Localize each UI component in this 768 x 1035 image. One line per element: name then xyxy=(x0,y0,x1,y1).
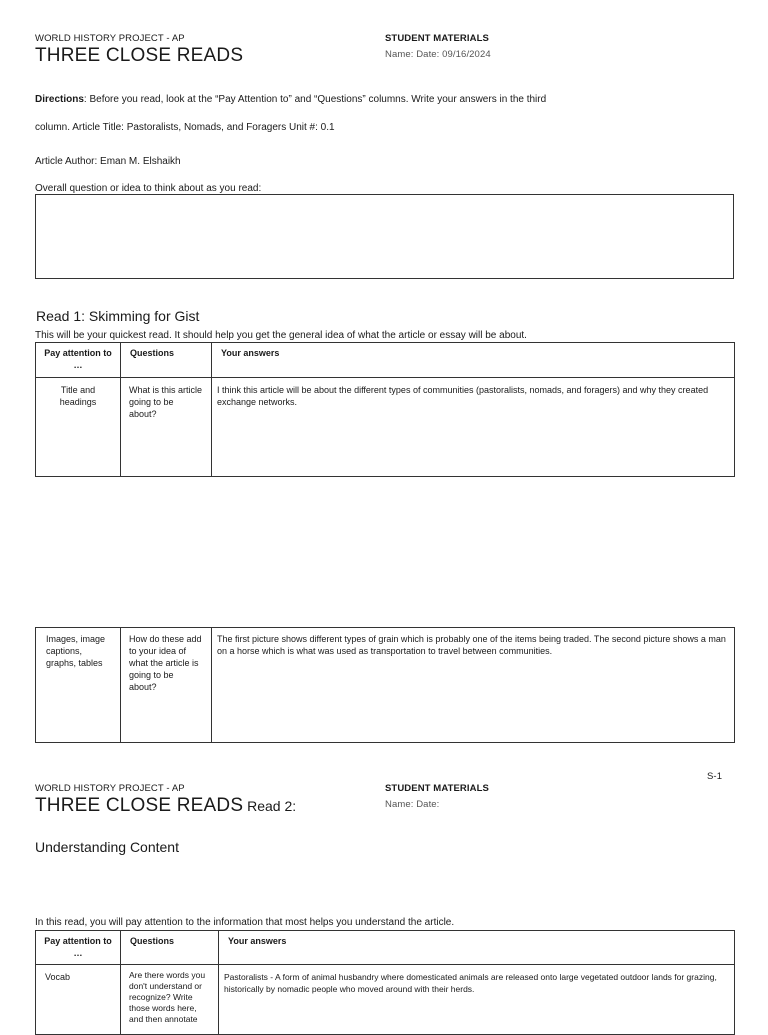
col-header-questions: Questions xyxy=(121,343,212,378)
directions-line-1 xyxy=(35,94,735,105)
read2-table xyxy=(35,930,735,1035)
pay-attention-cell: Title and headings xyxy=(36,378,121,477)
read2-subtitle: Understanding Content xyxy=(35,839,179,855)
answer-cell[interactable]: The first picture shows different types of grain which is probably one of the items being traded. The second picture shows a man on a horse which is what was used as transportation to travel between communities. xyxy=(212,628,735,743)
directions-text: : Before you read, look at the “Pay Attention to” and “Questions” columns. Write your answers in the third xyxy=(83,94,547,105)
read1-table xyxy=(35,342,735,477)
student-materials-label: STUDENT MATERIALS xyxy=(385,783,489,794)
name-date-line: Name: Date: 09/16/2024 xyxy=(385,49,491,60)
table-row xyxy=(36,628,735,743)
overall-question-answer-box[interactable] xyxy=(35,194,734,279)
read1-table-continued xyxy=(35,627,735,743)
project-label: WORLD HISTORY PROJECT - AP xyxy=(35,33,185,44)
table-header-row xyxy=(36,931,735,965)
col-header-answers: Your answers xyxy=(212,343,735,378)
col-header-pay-attention: Pay attention to … xyxy=(36,343,121,378)
name-date-line: Name: Date: xyxy=(385,799,440,810)
table-row xyxy=(36,965,735,1035)
read1-intro: This will be your quickest read. It should help you get the general idea of what the article or essay will be about. xyxy=(35,330,527,341)
directions-label: Directions xyxy=(35,94,84,105)
page-title-line xyxy=(35,795,296,817)
question-cell: Are there words you don't understand or recognize? Write those words here, and then annotate xyxy=(121,965,219,1035)
col-header-questions: Questions xyxy=(121,931,219,965)
table-header-row xyxy=(36,343,735,378)
col-header-pay-attention: Pay attention to … xyxy=(36,931,121,965)
page-title-suffix: Read 2: xyxy=(243,798,297,814)
overall-question-label: Overall question or idea to think about as you read: xyxy=(35,183,262,194)
project-label: WORLD HISTORY PROJECT - AP xyxy=(35,783,185,794)
read2-intro: In this read, you will pay attention to the information that most helps you understand the article. xyxy=(35,917,455,928)
read1-title: Read 1: Skimming for Gist xyxy=(36,308,200,324)
col-header-answers: Your answers xyxy=(219,931,735,965)
question-cell: How do these add to your idea of what the article is going to be about? xyxy=(121,628,212,743)
answer-cell[interactable]: Pastoralists - A form of animal husbandry where domesticated animals are released onto large vegetated outdoor lands for grazing, historically by nomadic people who moved around with their herds. xyxy=(219,965,735,1035)
page-number: S-1 xyxy=(707,771,723,782)
table-row xyxy=(36,378,735,477)
question-cell: What is this article going to be about? xyxy=(121,378,212,477)
article-author: Article Author: Eman M. Elshaikh xyxy=(35,156,181,167)
pay-attention-cell: Vocab xyxy=(36,965,121,1035)
answer-cell[interactable]: I think this article will be about the different types of communities (pastoralists, nomads, and foragers) and why they created exchange networks. xyxy=(212,378,735,477)
page-title: THREE CLOSE READS xyxy=(35,45,244,66)
student-materials-label: STUDENT MATERIALS xyxy=(385,33,489,44)
pay-attention-cell: Images, image captions, graphs, tables xyxy=(36,628,121,743)
page-title: THREE CLOSE READS xyxy=(35,795,244,816)
directions-line-2: column. Article Title: Pastoralists, Nomads, and Foragers Unit #: 0.1 xyxy=(35,122,335,133)
